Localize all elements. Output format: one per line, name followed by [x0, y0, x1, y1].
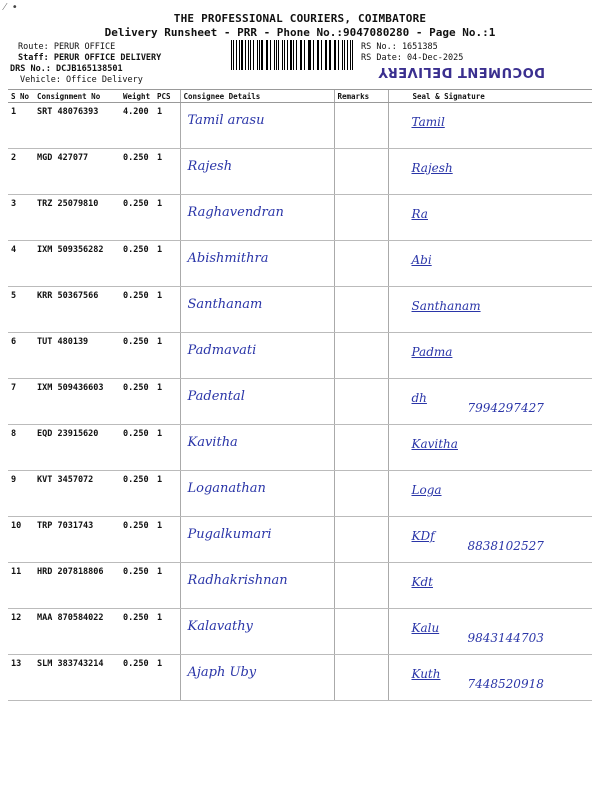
row-weight: 0.250 — [120, 471, 154, 517]
barcode-bar — [270, 40, 271, 70]
row-remarks — [334, 103, 388, 149]
row-seal-signature — [388, 609, 592, 655]
row-consignee-cell — [180, 103, 334, 149]
barcode-bar — [231, 40, 232, 70]
table-row — [8, 195, 592, 241]
row-seal-signature — [388, 563, 592, 609]
row-remarks — [334, 333, 388, 379]
barcode-bar — [266, 40, 267, 70]
barcode-bar — [274, 40, 275, 70]
barcode-bar — [236, 40, 237, 70]
row-remarks — [334, 241, 388, 287]
row-consignment-no: SRT 48076393 — [34, 103, 120, 149]
barcode-bar — [250, 40, 251, 70]
table-row — [8, 241, 592, 287]
barcode-bar — [267, 40, 268, 70]
row-seal-signature — [388, 333, 592, 379]
consignee-handwritten-name: Santhanam — [187, 297, 263, 312]
col-pcs: PCS — [154, 90, 180, 103]
row-remarks — [334, 655, 388, 701]
col-consignee: Consignee Details — [180, 90, 334, 103]
handwritten-phone: 7448520918 — [467, 677, 544, 691]
row-consignee-cell — [180, 287, 334, 333]
handwritten-signature: Kavitha — [411, 437, 458, 451]
row-consignment-no: TRP 7031743 — [34, 517, 120, 563]
barcode-bar — [278, 40, 279, 70]
rs-date: RS Date: 04-Dec-2025 — [361, 52, 464, 63]
row-consignee-cell — [180, 241, 334, 287]
row-weight: 0.250 — [120, 609, 154, 655]
row-pcs: 1 — [154, 103, 180, 149]
handwritten-signature: Rajesh — [411, 161, 453, 175]
row-weight: 0.250 — [120, 379, 154, 425]
row-seal-signature — [388, 241, 592, 287]
barcode-bar — [290, 40, 292, 70]
table-row — [8, 103, 592, 149]
consignee-handwritten-name: Pugalkumari — [187, 527, 272, 542]
row-pcs: 1 — [154, 333, 180, 379]
handwritten-signature: Kuth — [411, 667, 441, 681]
row-remarks — [334, 425, 388, 471]
row-sno: 1 — [8, 103, 34, 149]
row-sno: 7 — [8, 379, 34, 425]
row-consignee-cell — [180, 149, 334, 195]
row-sno: 4 — [8, 241, 34, 287]
row-sno: 12 — [8, 609, 34, 655]
consignee-handwritten-name: Kavitha — [187, 435, 238, 450]
row-remarks — [334, 471, 388, 517]
row-pcs: 1 — [154, 149, 180, 195]
barcode-bar — [325, 40, 326, 70]
handwritten-signature: Ra — [411, 207, 428, 221]
handwritten-phone: 9843144703 — [467, 631, 544, 645]
vehicle-label: Vehicle: Office Delivery — [20, 74, 143, 85]
row-consignment-no: HRD 207818806 — [34, 563, 120, 609]
barcode-bar — [347, 40, 348, 70]
handwritten-signature: Santhanam — [411, 299, 481, 313]
row-pcs: 1 — [154, 609, 180, 655]
barcode-bar — [261, 40, 263, 70]
row-seal-signature — [388, 103, 592, 149]
barcode-bar — [309, 40, 311, 70]
barcode-bar — [300, 40, 301, 70]
barcode-bar — [248, 40, 249, 70]
route-info — [18, 42, 161, 63]
barcode-bar — [342, 40, 343, 70]
barcode-bar — [293, 40, 294, 70]
row-consignee-cell — [180, 425, 334, 471]
row-weight: 0.250 — [120, 655, 154, 701]
barcode-bar — [308, 40, 309, 70]
table-row — [8, 517, 592, 563]
row-consignment-no: MGD 427077 — [34, 149, 120, 195]
barcode-bar — [318, 40, 319, 70]
handwritten-signature: Kalu — [411, 621, 440, 635]
row-consignment-no: MAA 870584022 — [34, 609, 120, 655]
document-delivery-stamp: DOCUMENT DELIVERY — [378, 64, 545, 79]
barcode-bar — [276, 40, 277, 70]
row-remarks — [334, 609, 388, 655]
row-seal-signature — [388, 471, 592, 517]
row-consignee-cell — [180, 655, 334, 701]
barcode-bar — [338, 40, 340, 70]
row-seal-signature — [388, 287, 592, 333]
table-row — [8, 563, 592, 609]
consignee-handwritten-name: Radhakrishnan — [187, 573, 288, 588]
row-remarks — [334, 563, 388, 609]
row-pcs: 1 — [154, 655, 180, 701]
consignee-handwritten-name: Padental — [187, 389, 245, 404]
drs-info — [10, 64, 143, 85]
row-seal-signature — [388, 655, 592, 701]
row-pcs: 1 — [154, 287, 180, 333]
table-header-row — [8, 90, 592, 103]
barcode-bar — [304, 40, 305, 70]
consignee-handwritten-name: Rajesh — [187, 159, 233, 174]
barcode-bar — [335, 40, 336, 70]
row-consignment-no: IXM 509356282 — [34, 241, 120, 287]
table-row — [8, 655, 592, 701]
consignee-handwritten-name: Kalavathy — [187, 619, 253, 634]
table-body — [8, 103, 592, 701]
route-label: Route: PERUR OFFICE — [18, 42, 116, 52]
row-seal-signature — [388, 195, 592, 241]
barcode-bar — [313, 40, 314, 70]
row-pcs: 1 — [154, 471, 180, 517]
row-seal-signature — [388, 425, 592, 471]
row-sno: 2 — [8, 149, 34, 195]
rs-info — [361, 42, 463, 63]
row-pcs: 1 — [154, 241, 180, 287]
barcode-bar — [329, 40, 330, 70]
runsheet-table — [8, 89, 592, 701]
row-weight: 0.250 — [120, 287, 154, 333]
row-remarks — [334, 287, 388, 333]
row-pcs: 1 — [154, 517, 180, 563]
handwritten-signature: Kdt — [411, 575, 433, 589]
barcode-bar — [257, 40, 258, 70]
barcode-bar — [296, 40, 297, 70]
barcode-bar — [245, 40, 246, 70]
row-remarks — [334, 195, 388, 241]
barcode-bar — [352, 40, 353, 70]
barcode-bar — [344, 40, 345, 70]
row-weight: 0.250 — [120, 149, 154, 195]
table-row — [8, 149, 592, 195]
barcode-bar — [253, 40, 254, 70]
row-sno: 10 — [8, 517, 34, 563]
row-sno: 11 — [8, 563, 34, 609]
row-sno: 3 — [8, 195, 34, 241]
row-pcs: 1 — [154, 563, 180, 609]
consignee-handwritten-name: Raghavendran — [187, 205, 284, 220]
rs-number: RS No.: 1651385 — [361, 42, 438, 52]
barcode-bar — [259, 40, 260, 70]
barcode — [231, 40, 355, 70]
row-weight: 0.250 — [120, 195, 154, 241]
page-corner-mark: ⁄ • — [4, 2, 18, 13]
consignee-handwritten-name: Padmavati — [187, 343, 257, 358]
barcode-bar — [233, 40, 234, 70]
col-sno: S No — [8, 90, 34, 103]
consignee-handwritten-name: Abishmithra — [187, 251, 269, 266]
consignee-handwritten-name: Loganathan — [187, 481, 266, 496]
barcode-bar — [350, 40, 351, 70]
table-row — [8, 287, 592, 333]
drs-number: DRS No.: DCJB165138501 — [10, 64, 123, 74]
row-consignment-no: IXM 509436603 — [34, 379, 120, 425]
consignee-handwritten-name: Tamil arasu — [187, 113, 265, 128]
handwritten-signature: Abi — [411, 253, 432, 267]
barcode-bar — [282, 40, 283, 70]
row-consignment-no: KRR 50367566 — [34, 287, 120, 333]
barcode-bar — [321, 40, 322, 70]
row-weight: 0.250 — [120, 563, 154, 609]
row-consignee-cell — [180, 379, 334, 425]
barcode-bar — [239, 40, 240, 70]
table-row — [8, 471, 592, 517]
barcode-bar — [284, 40, 285, 70]
row-weight: 0.250 — [120, 241, 154, 287]
barcode-bar — [326, 40, 327, 70]
col-remarks: Remarks — [334, 90, 388, 103]
row-weight: 4.200 — [120, 103, 154, 149]
table-row — [8, 609, 592, 655]
row-seal-signature — [388, 149, 592, 195]
col-consignment: Consignment No — [34, 90, 120, 103]
consignee-handwritten-name: Ajaph Uby — [187, 665, 257, 680]
handwritten-phone: 7994297427 — [467, 401, 544, 415]
row-seal-signature — [388, 517, 592, 563]
row-pcs: 1 — [154, 195, 180, 241]
row-weight: 0.250 — [120, 425, 154, 471]
row-weight: 0.250 — [120, 333, 154, 379]
handwritten-signature: Loga — [411, 483, 442, 497]
row-consignee-cell — [180, 333, 334, 379]
handwritten-signature: dh — [411, 391, 427, 405]
row-sno: 5 — [8, 287, 34, 333]
row-consignment-no: KVT 3457072 — [34, 471, 120, 517]
barcode-bar — [287, 40, 288, 70]
row-consignee-cell — [180, 195, 334, 241]
row-seal-signature — [388, 379, 592, 425]
row-consignee-cell — [180, 517, 334, 563]
handwritten-signature: Tamil — [411, 115, 445, 129]
handwritten-signature: Padma — [411, 345, 453, 359]
table-row — [8, 379, 592, 425]
row-remarks — [334, 149, 388, 195]
row-consignee-cell — [180, 563, 334, 609]
handwritten-signature: KDf — [411, 529, 435, 543]
row-pcs: 1 — [154, 425, 180, 471]
col-weight: Weight — [120, 90, 154, 103]
barcode-bar — [301, 40, 302, 70]
row-sno: 9 — [8, 471, 34, 517]
barcode-bar — [334, 40, 335, 70]
barcode-bar — [317, 40, 318, 70]
row-consignee-cell — [180, 471, 334, 517]
row-remarks — [334, 379, 388, 425]
handwritten-phone: 8838102527 — [467, 539, 544, 553]
runsheet-subtitle: Delivery Runsheet - PRR - Phone No.:9047080280 - Page No.:1 — [104, 26, 496, 39]
row-consignment-no: EQD 23915620 — [34, 425, 120, 471]
table-row — [8, 333, 592, 379]
row-pcs: 1 — [154, 379, 180, 425]
row-sno: 6 — [8, 333, 34, 379]
row-remarks — [334, 517, 388, 563]
row-weight: 0.250 — [120, 517, 154, 563]
table-row — [8, 425, 592, 471]
row-sno: 8 — [8, 425, 34, 471]
row-consignee-cell — [180, 609, 334, 655]
row-consignment-no: SLM 383743214 — [34, 655, 120, 701]
col-seal-signature: Seal & Signature — [388, 90, 592, 103]
barcode-bar — [241, 40, 243, 70]
staff-label: Staff: PERUR OFFICE DELIVERY — [18, 52, 162, 63]
company-title: THE PROFESSIONAL COURIERS, COIMBATORE — [173, 12, 427, 25]
row-sno: 13 — [8, 655, 34, 701]
row-consignment-no: TRZ 25079810 — [34, 195, 120, 241]
row-consignment-no: TUT 480139 — [34, 333, 120, 379]
